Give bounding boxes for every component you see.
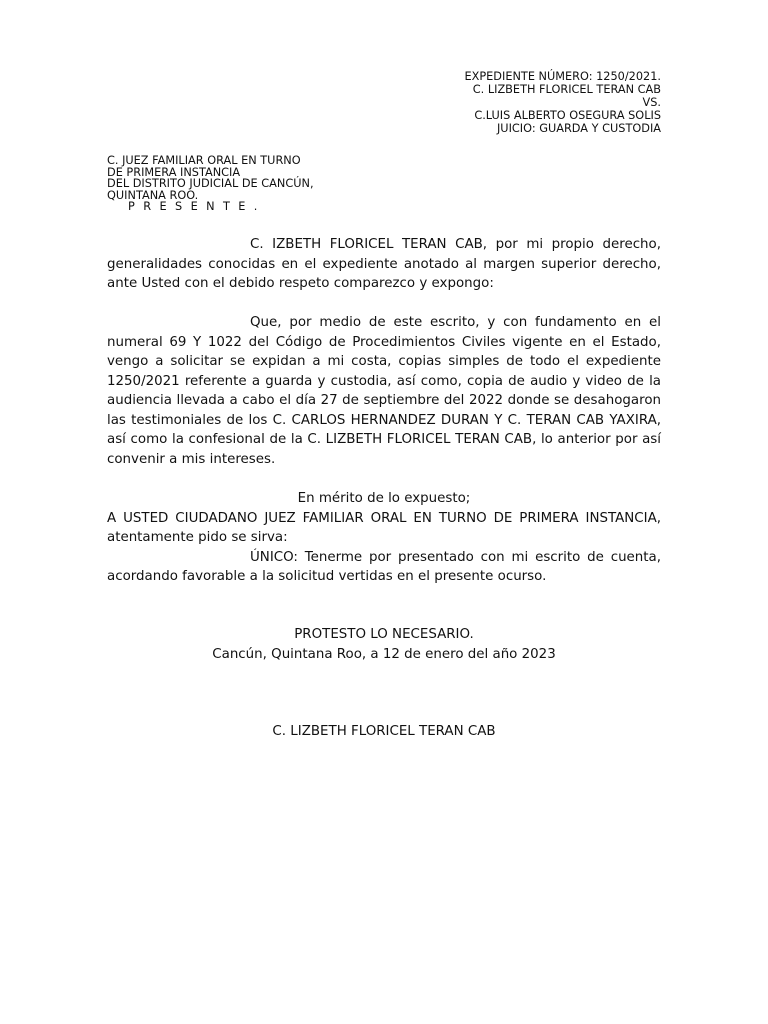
addressee-block (107, 155, 314, 213)
addressee-line: QUINTANA ROO. (107, 188, 199, 202)
merito-line: En mérito de lo expuesto; (297, 491, 471, 506)
addressee-line: DE PRIMERA INSTANCIA (107, 165, 241, 179)
closing-block (107, 625, 661, 665)
request-paragraph: Que, por medio de este escrito, y con fundamento en el numeral 69 Y 1022 del Código de Procedimientos Civiles vigente en el Estado, vengo a solicitar se expidan a mi costa, copias simples de todo el expediente 1250/2021 referente a guarda y custodia, así como, copia de audio y video de la audiencia llevada a cabo el día 27 de septiembre del 2022 donde se desahogaron las testimoniales de los C. CARLOS HERNANDEZ DURAN Y C. TERAN CAB YAXIRA, así como la confesional de la C. LIZBETH FLORICEL TERAN CAB, lo anterior por así convenir a mis intereses. (107, 315, 661, 467)
trial-type: JUICIO: GUARDA Y CUSTODIA (496, 122, 661, 135)
unico-paragraph: ÚNICO: Tenerme por presentado con mi escrito de cuenta, acordando favorable a la solicitud vertidas en el presente ocurso. (107, 549, 661, 584)
plaintiff-name: C. LIZBETH FLORICEL TERAN CAB (472, 83, 661, 96)
defendant-name: C.LUIS ALBERTO OSEGURA SOLIS (474, 109, 661, 122)
petition-line: A USTED CIUDADANO JUEZ FAMILIAR ORAL EN TURNO DE PRIMERA INSTANCIA, atentamente pido se sirva: (107, 510, 661, 545)
case-header (464, 70, 661, 135)
case-number: EXPEDIENTE NÚMERO: 1250/2021. (464, 70, 661, 83)
presente-label: PRESENTE. (128, 200, 266, 213)
versus-label: VS. (642, 96, 661, 109)
addressee-line: C. JUEZ FAMILIAR ORAL EN TURNO (107, 154, 301, 167)
intro-paragraph: C. IZBETH FLORICEL TERAN CAB, por mi propio derecho, generalidades conocidas en el expediente anotado al margen superior derecho, ante Usted con el debido respeto comparezco y expongo: (107, 237, 661, 291)
signature-name: C. LIZBETH FLORICEL TERAN CAB (272, 724, 496, 739)
place-date-line: Cancún, Quintana Roo, a 12 de enero del año 2023 (212, 647, 556, 662)
petition-section (107, 489, 661, 587)
addressee-line: DEL DISTRITO JUDICIAL DE CANCÚN, (107, 177, 314, 190)
protesto-line: PROTESTO LO NECESARIO. (294, 627, 474, 642)
